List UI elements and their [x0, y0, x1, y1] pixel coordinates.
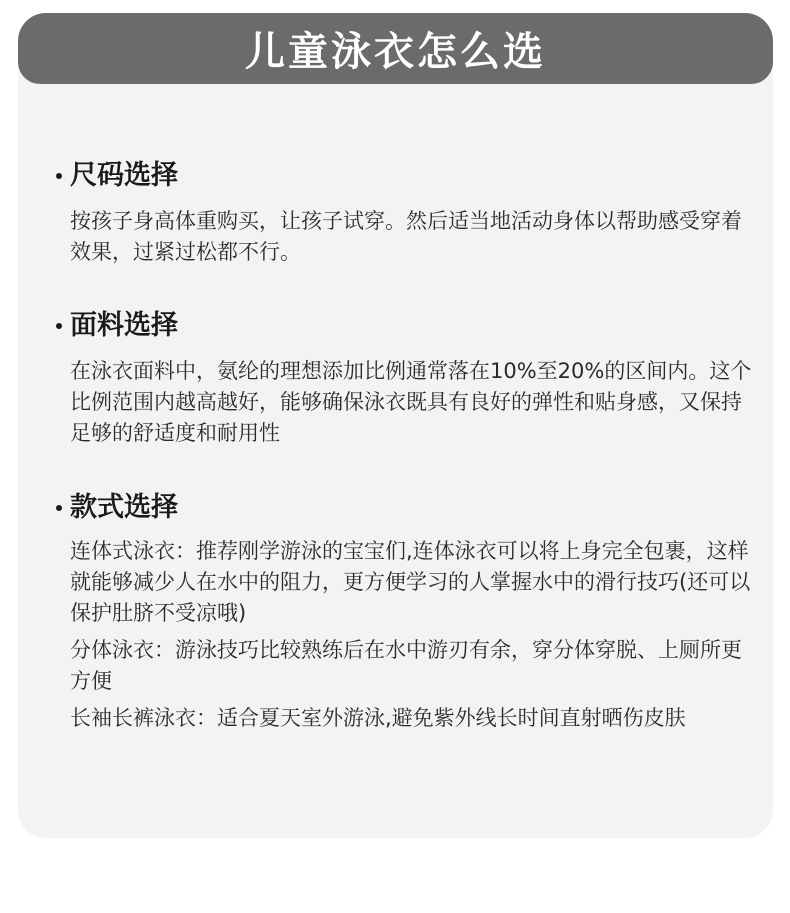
- section-size: [70, 158, 760, 268]
- section-paragraph: 在泳衣面料中，氨纶的理想添加比例通常落在10%至20%的区间内。这个比例范围内越高越好，能够确保泳衣既具有良好的弹性和贴身感，又保持足够的舒适度和耐用性: [70, 359, 752, 445]
- section-title: [56, 490, 760, 526]
- title-banner: [18, 13, 773, 84]
- section-paragraph: 按孩子身高体重购买，让孩子试穿。然后适当地活动身体以帮助感受穿着效果，过紧过松都不行。: [70, 209, 742, 264]
- style-longsleeve-paragraph: 长袖长裤泳衣：适合夏天室外游泳,避免紫外线长时间直射晒伤皮肤: [70, 706, 686, 730]
- section-title-text: 尺码选择: [70, 160, 178, 191]
- section-title: [56, 308, 760, 344]
- bullet-icon: [56, 505, 62, 511]
- style-onepiece-paragraph: 连体式泳衣：推荐刚学游泳的宝宝们,连体泳衣可以将上身完全包裹，这样就能够减少人在水中的阻力，更方便学习的人掌握水中的滑行技巧(还可以保护肚脐不受凉哦): [70, 539, 751, 625]
- section-style: [70, 490, 760, 734]
- section-title-text: 面料选择: [70, 310, 178, 341]
- style-twopiece-paragraph: 分体泳衣：游泳技巧比较熟练后在水中游刃有余，穿分体穿脱、上厕所更方便: [70, 638, 742, 693]
- content-card: [18, 13, 773, 838]
- section-fabric: [70, 308, 760, 449]
- page-title: 儿童泳衣怎么选: [245, 29, 546, 75]
- bullet-icon: [56, 323, 62, 329]
- section-title: [56, 158, 760, 194]
- bullet-icon: [56, 173, 62, 179]
- section-title-text: 款式选择: [70, 492, 178, 523]
